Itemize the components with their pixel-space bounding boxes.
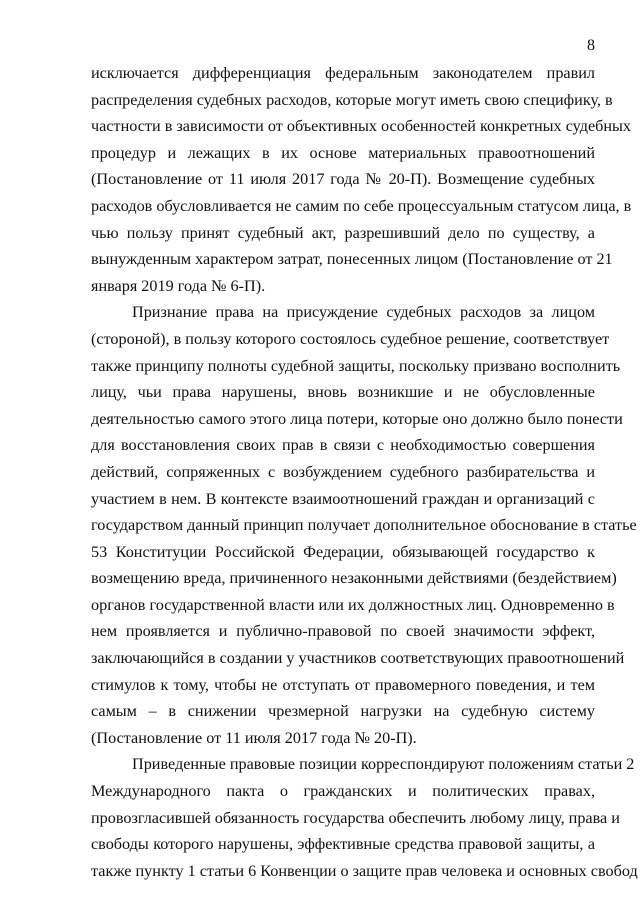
text-line: Приведенные правовые позиции корреспондируют положениям статьи 2 (132, 755, 635, 774)
text-line: (стороной), в пользу которого состоялось судебное решение, соответствует (91, 329, 610, 348)
text-line: Признание права на присуждение судебных расходов за лицом (132, 303, 595, 322)
text-line: исключается дифференциация федеральным законодателем правил (91, 64, 595, 82)
text-line: участием в нем. В контексте взаимоотношений граждан и организаций с (91, 489, 595, 508)
text-line: распределения судебных расходов, которые могут иметь свою специфику, в (91, 90, 613, 109)
text-line: стимулов к тому, чтобы не отступать от правомерного поведения, и тем (91, 675, 595, 694)
text-line: лицу, чьи права нарушены, вновь возникшие и не обусловленные (91, 383, 595, 402)
paragraph-1 (91, 60, 632, 299)
text-line: частности в зависимости от объективных особенностей конкретных судебных (91, 117, 632, 136)
text-line: 53 Конституции Российской Федерации, обязывающей государство к (91, 542, 595, 561)
text-line: деятельностью самого этого лица потери, которые оно должно было понести (91, 409, 623, 428)
text-line: свободы которого нарушены, эффективные средства правовой защиты, а (91, 835, 595, 854)
text-line: также пункту 1 статьи 6 Конвенции о защите прав человека и основных свобод (91, 861, 638, 880)
paragraph-2 (91, 299, 637, 751)
text-line: (Постановление от 11 июля 2017 года № 20-П). (91, 728, 417, 747)
text-line: заключающийся в создании у участников соответствующих правоотношений (91, 649, 625, 668)
text-line: органов государственной власти или их должностных лиц. Одновременно в (91, 595, 615, 614)
text-line: (Постановление от 11 июля 2017 года № 20-П). Возмещение судебных (91, 170, 595, 189)
text-line: чью пользу принят судебный акт, разрешивший дело по существу, а (91, 223, 595, 242)
text-line: января 2019 года № 6-П). (91, 276, 266, 295)
text-line: государством данный принцип получает дополнительное обоснование в статье (91, 516, 637, 535)
document-body (91, 60, 638, 884)
text-line: для восстановления своих прав в связи с необходимостью совершения (91, 436, 595, 455)
text-line: провозгласившей обязанность государства обеспечить любому лицу, права и (91, 808, 620, 827)
page-number: 8 (587, 37, 595, 54)
text-line: Международного пакта о гражданских и политических правах, (91, 782, 595, 801)
text-line: вынужденным характером затрат, понесенных лицом (Постановление от 21 (91, 250, 613, 269)
text-line: также принципу полноты судебной защиты, поскольку призвано восполнить (91, 356, 621, 375)
text-line: самым – в снижении чрезмерной нагрузки на судебную систему (91, 702, 595, 721)
text-line: процедур и лежащих в их основе материальных правоотношений (91, 143, 595, 162)
text-line: нем проявляется и публично-правовой по своей значимости эффект, (91, 622, 595, 641)
text-line: действий, сопряженных с возбуждением судебного разбирательства и (91, 462, 595, 481)
paragraph-3 (91, 751, 638, 884)
text-line: возмещению вреда, причиненного незаконными действиями (бездействием) (91, 569, 617, 588)
text-line: расходов обусловливается не самим по себе процессуальным статусом лица, в (91, 196, 632, 215)
